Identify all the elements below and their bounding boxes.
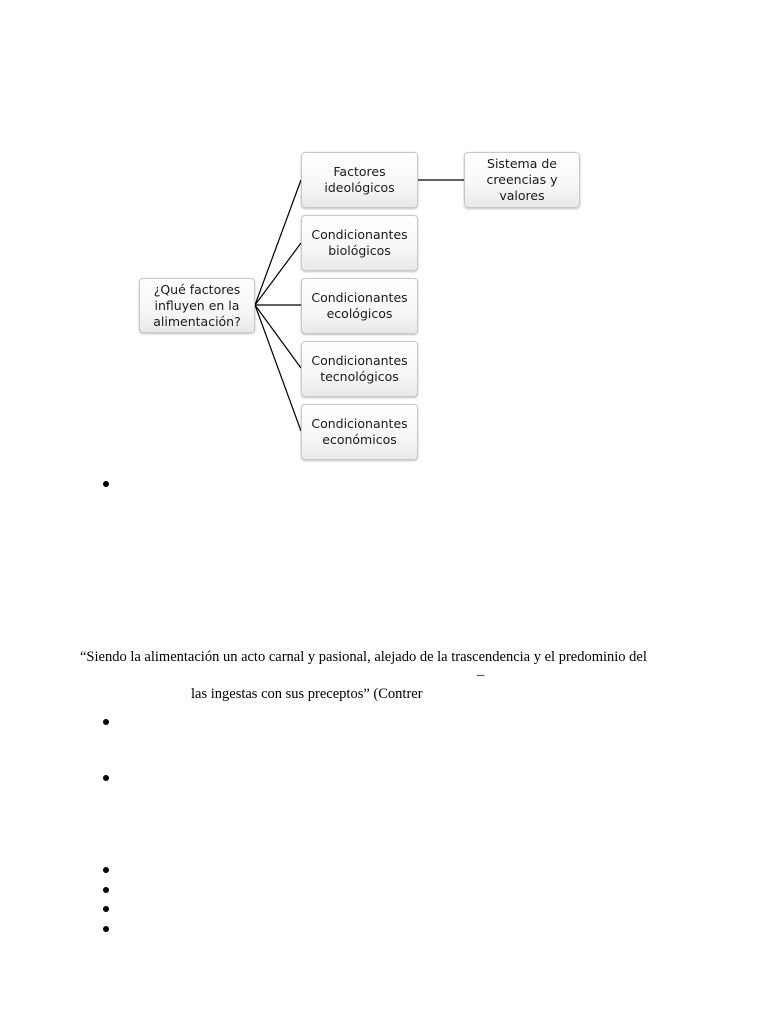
bullet-dot bbox=[103, 481, 109, 487]
connector-root-to-tecnologicos bbox=[255, 305, 301, 368]
branch-node-ideologicos: Factores ideológicos bbox=[301, 152, 418, 208]
bullet-dot bbox=[103, 719, 109, 725]
bullet-dot bbox=[103, 775, 109, 781]
sub-node-creencias: Sistema de creencias y valores bbox=[464, 152, 580, 208]
branch-node-biologicos: Condicionantes biológicos bbox=[301, 215, 418, 271]
connector-root-to-biologicos bbox=[255, 243, 301, 305]
connector-root-to-ideologicos bbox=[255, 180, 301, 305]
quote-line-2: las ingestas con sus preceptos” (Contrer bbox=[191, 686, 423, 702]
quote-dash: – bbox=[477, 667, 485, 683]
connector-root-to-economicos bbox=[255, 305, 301, 431]
bullet-dot bbox=[103, 867, 109, 873]
root-node: ¿Qué factores influyen en la alimentación? bbox=[139, 278, 255, 333]
bullet-dot bbox=[103, 887, 109, 893]
quote-line-1: “Siendo la alimentación un acto carnal y pasional, alejado de la trascendencia y el predominio del bbox=[80, 649, 647, 665]
branch-node-ecologicos: Condicionantes ecológicos bbox=[301, 278, 418, 334]
concept-diagram bbox=[0, 0, 768, 480]
branch-node-economicos: Condicionantes económicos bbox=[301, 404, 418, 460]
bullet-dot bbox=[103, 906, 109, 912]
bullet-dot bbox=[103, 926, 109, 932]
branch-node-tecnologicos: Condicionantes tecnológicos bbox=[301, 341, 418, 397]
